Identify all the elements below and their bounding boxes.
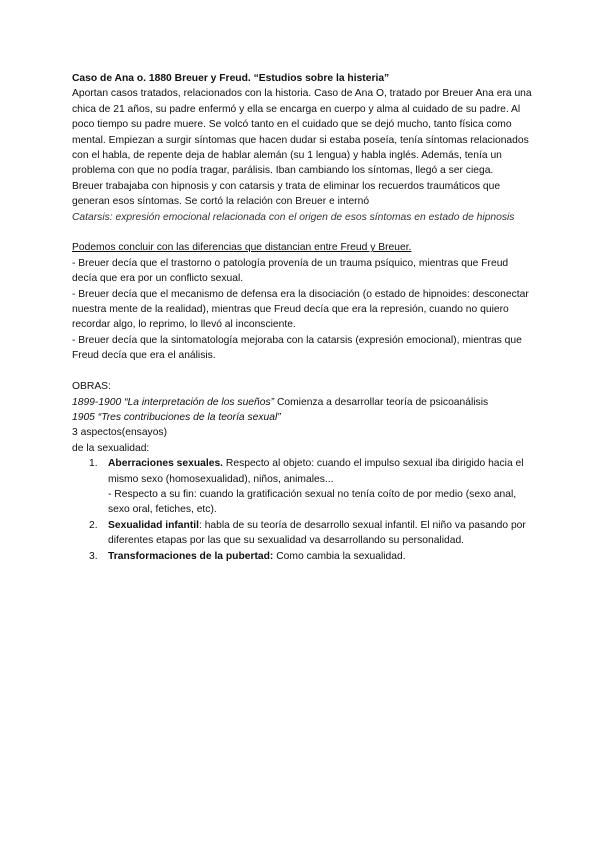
work-entry: 1905 “Tres contribuciones de la teoría sexual”: [72, 411, 281, 423]
difference-item: - Breuer decía que el mecanismo de defensa era la disociación (o estado de hipnoides: desconectar nuestra mente de la realidad), mientras que Freud decía que era la represión, cuando no quiero recordar algo, lo reprimo, lo llevó al inconsciente.: [72, 288, 529, 331]
aspect-title: Transformaciones de la pubertad:: [108, 550, 274, 562]
conclusion-heading: Podemos concluir con las diferencias que distancian entre Freud y Breuer.: [72, 242, 412, 254]
intro-paragraph: Aportan casos tratados, relacionados con la historia. Caso de Ana O, tratado por Breuer Ana era una chica de 21 años, su padre enfermó y ella se encarga en cuerpo y alma al cuidado de su padre. Al poco tiempo su padre muere. Se volcó tanto en el cuidado que se dejó mucho, tanto física como mental. Empiezan a surgir síntomas que hacen dudar si estaba poseía, tenía síntomas relacionados con el habla, de repente deja de hablar alemán (su 1 lengua) y habla inglés. Además, tenía un problema con que no podía tragar, parálisis. Iban cambiando los síntomas, llegó a ser ciega.: [72, 88, 532, 177]
aspect-text: : habla de su teoría de desarrollo sexual infantil. El niño va pasando por diferentes etapas por las que su sexualidad va desarrollando su personalidad.: [108, 519, 526, 547]
aspects-list: [72, 456, 534, 564]
catarsis-note: Catarsis: expresión emocional relacionada con el origen de esos síntomas en estado de hipnosis: [72, 211, 515, 223]
aspect-title: Sexualidad infantil: [108, 519, 199, 531]
treatment-paragraph: Breuer trabajaba con hipnosis y con catarsis y trata de eliminar los recuerdos traumáticos que generan esos síntomas. Se cortó la relación con Breuer e internó: [72, 180, 501, 208]
list-number: 2.: [89, 519, 98, 531]
list-number: 3.: [89, 550, 98, 562]
obras-heading: OBRAS:: [72, 381, 111, 393]
aspect-item: [72, 518, 534, 549]
document-title: Caso de Ana o. 1880 Breuer y Freud. “Estudios sobre la histeria”: [72, 73, 390, 84]
list-number: 1.: [89, 458, 98, 470]
spacer: [72, 364, 534, 379]
work-description: Comienza a desarrollar teoría de psicoanálisis: [274, 396, 489, 408]
document-body: [72, 71, 534, 564]
work-entry: [72, 395, 534, 410]
aspect-item: [72, 549, 534, 564]
spacer: [72, 225, 534, 240]
aspect-item: [72, 456, 534, 518]
aspects-intro: de la sexualidad:: [72, 442, 150, 454]
work-title: 1899-1900 “La interpretación de los sueños”: [72, 396, 275, 408]
aspect-text: Respecto al objeto: cuando el impulso sexual iba dirigido hacia el mismo sexo (homosexualidad), niños, animales...: [108, 458, 524, 485]
difference-item: - Breuer decía que el trastorno o patología provenía de un trauma psíquico, mientras que Freud decía que era por un conflicto sexual.: [72, 257, 509, 285]
aspect-subtext: - Respecto a su fin: cuando la gratificación sexual no tenía coíto de por medio (sexo anal, sexo oral, fetiches, etc).: [108, 488, 517, 516]
aspect-text: Como cambia la sexualidad.: [273, 550, 406, 562]
aspect-title: Aberraciones sexuales.: [108, 458, 224, 470]
difference-item: - Breuer decía que la sintomatología mejoraba con la catarsis (expresión emocional), mientras que Freud decía que era el análisis.: [72, 334, 522, 362]
aspects-intro: 3 aspectos(ensayos): [72, 427, 168, 439]
